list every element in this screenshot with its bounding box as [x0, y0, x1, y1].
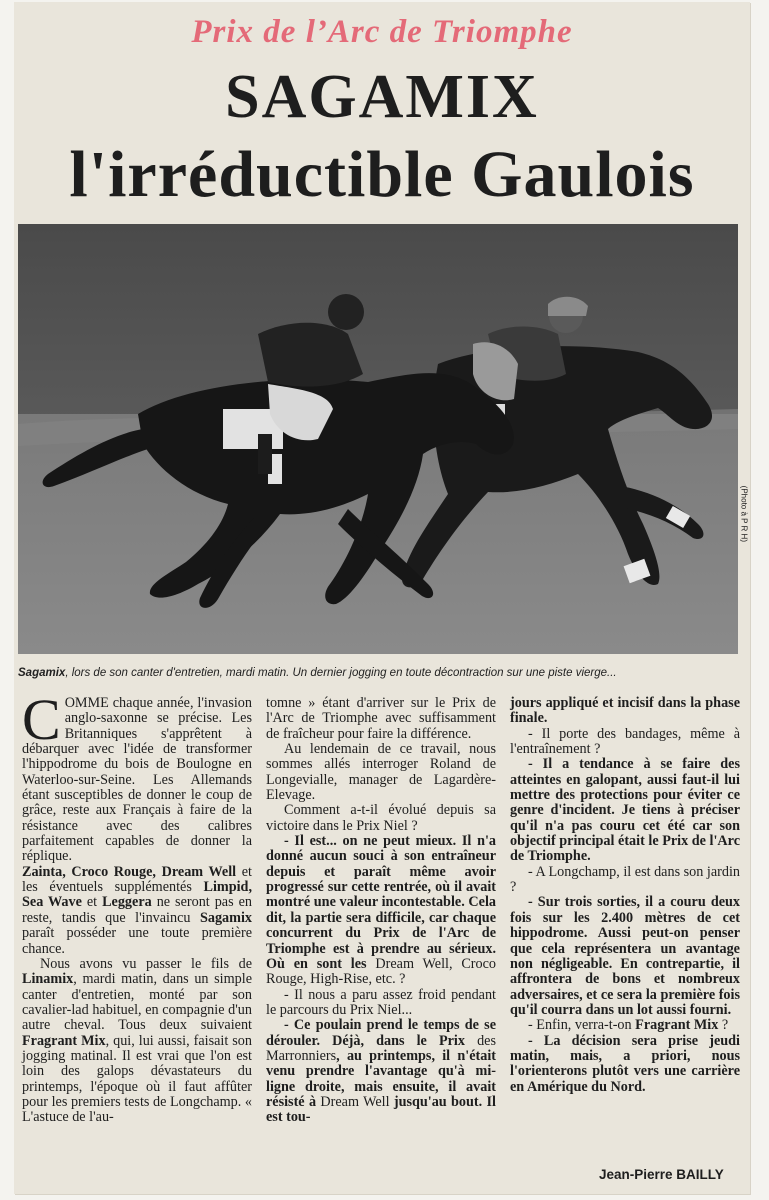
text-run: Dream Well: [320, 1093, 390, 1110]
article-column-3: [510, 696, 740, 1095]
drop-cap: C: [22, 687, 61, 752]
text-run: Comment a-t-il évolué depuis sa victoire dans le Prix Niel ?: [266, 802, 496, 834]
bold-text: jours appliqué et incisif dans la phase finale.: [510, 695, 740, 727]
bold-text: Fragrant Mix: [22, 1032, 106, 1049]
text-run: paraît posséder une toute première chance.: [22, 925, 252, 957]
paragraph: [22, 865, 252, 957]
paragraph: [510, 1034, 740, 1095]
paragraph: [510, 895, 740, 1018]
photo-caption: [18, 667, 743, 679]
text-run: des Marronniers: [266, 1032, 496, 1064]
text-run: , mardi matin, dans un simple canter d'entretien, monté par son cavalier-lad habituel, en compagnie d'un autre cheval. Tous deux suivaient: [22, 971, 252, 1034]
text-run: et les éventuels supplémentés: [22, 863, 252, 896]
bold-text: Sagamix: [199, 909, 252, 926]
text-run: Nous avons vu passer le fils de: [40, 955, 252, 972]
headline-line-2: l'irréductible Gaulois: [69, 138, 695, 211]
race-horses-photo: [18, 224, 738, 654]
paragraph: [510, 1018, 740, 1033]
paragraph: [22, 957, 252, 1126]
paragraph: [266, 1018, 496, 1125]
bold-text: Linamix: [22, 971, 74, 988]
caption-text: , lors de son canter d'entretien, mardi matin. Un dernier jogging en toute décontraction sur une piste vierge...: [65, 667, 617, 679]
text-run: tomne » étant d'arriver sur le Prix de l'Arc de Triomphe avec suffisamment de fraîcheur pour faire la différence.: [266, 695, 496, 742]
paragraph: [22, 687, 252, 865]
caption-horse-name: Sagamix: [18, 667, 66, 679]
text-run: - Il porte des bandages, même à l'entraînement ?: [510, 725, 740, 758]
photo-credit: (Photo à P R H): [739, 485, 748, 542]
text-run: - Il nous a paru assez froid pendant le parcours du Prix Niel...: [266, 986, 496, 1018]
bold-text: Limpid, Sea Wave: [22, 879, 252, 911]
paragraph: [266, 834, 496, 987]
paragraph: [510, 696, 740, 727]
text-run: ?: [718, 1017, 729, 1034]
newspaper-clipping: [14, 2, 750, 1194]
bold-text: Fragrant Mix: [635, 1017, 719, 1034]
bold-text: Zainta, Croco Rouge, Dream Well: [22, 863, 237, 880]
bold-text: Leggera: [102, 894, 152, 911]
paragraph: [266, 988, 496, 1019]
text-run: , qui, lui aussi, faisait son jogging matinal. Il est vrai que l'on est loin des galops dévastateurs du printemps, l'époque où il faut affûter pour les premiers tests de Longchamp. « L'astuce de l'au-: [22, 1032, 252, 1126]
bold-text: - La décision sera prise jeudi matin, mais, a priori, nous l'orienterons plutôt vers une carrière en Amérique du Nord.: [510, 1032, 740, 1095]
text-run: ne seront pas en reste, tandis que l'invaincu: [22, 894, 252, 926]
paragraph: [510, 727, 740, 758]
bold-text: , au printemps, il n'était venu prendre l'avantage qu'à mi-ligne droite, mais ensuite, il avait résisté à: [266, 1047, 496, 1110]
author-byline: Jean-Pierre BAILLY: [599, 1167, 724, 1182]
text-run: - Enfin, verra-t-on: [528, 1017, 636, 1034]
bold-text: - Sur trois sorties, il a couru deux fois sur les 2.400 mètres de cet hippodrome. Aussi peut-on penser que cela représentera un avantage non négligeable. En contrepartie, il affrontera de bons et nombreux adversaires, et ce sera la première fois qu'il courra dans un lot aussi fourni.: [510, 894, 740, 1018]
paragraph: [510, 865, 740, 896]
paragraph: [266, 803, 496, 834]
article-column-1: [22, 687, 252, 1126]
kicker-title: Prix de l’Arc de Triomphe: [191, 14, 573, 50]
article-column-2: [266, 696, 496, 1126]
bold-text: - Il a tendance à se faire des atteintes en galopant, aussi faut-il lui mettre des protections pour éviter ce genre d'incident. Je tiens à préciser qu'il n'a pas couru cet été car son objectif principal était le Prix de l'Arc de Triomphe.: [510, 756, 740, 865]
bold-text: jusqu'au bout. Il est tou-: [266, 1093, 496, 1126]
bold-text: - Il est... on ne peut mieux. Il n'a donné aucun souci à son entraîneur depuis et paraît même avoir progressé sur cette rentrée, où il avait montré une valeur incontestable. Cela dit, la partie sera difficile, car chaque concurrent du Prix de l'Arc de Triomphe est à prendre au sérieux. Où en sont les: [266, 833, 496, 972]
text-run: - A Longchamp, il est dans son jardin ?: [510, 863, 740, 896]
text-run: et: [81, 894, 103, 911]
headline-line-1: SAGAMIX: [225, 63, 539, 131]
paragraph: [510, 757, 740, 864]
bold-text: - Ce poulain prend le temps de se dérouler. Déjà, dans le Prix: [266, 1017, 496, 1049]
text-run: Dream Well, Croco Rouge, High-Rise, etc. ?: [266, 955, 497, 988]
paragraph: [266, 742, 496, 803]
horses-gallop-illustration: [18, 224, 738, 654]
paragraph-text: OMME chaque année, l'invasion anglo-saxonne se précise. Les Britanniques s'apprêtent à débarquer avec l'idée de transformer l'hippodrome du bois de Boulogne en Waterloo-sur-Seine. Les Allemands étant susceptibles de donner le coup de grâce, reste aux Français à faire de la résistance avec des calibres parfaitement capables de donner la réplique.: [22, 695, 252, 865]
paragraph: [266, 696, 496, 742]
text-run: Au lendemain de ce travail, nous sommes allés interroger Roland de Longevialle, manager de Lagardère-Elevage.: [266, 741, 496, 804]
